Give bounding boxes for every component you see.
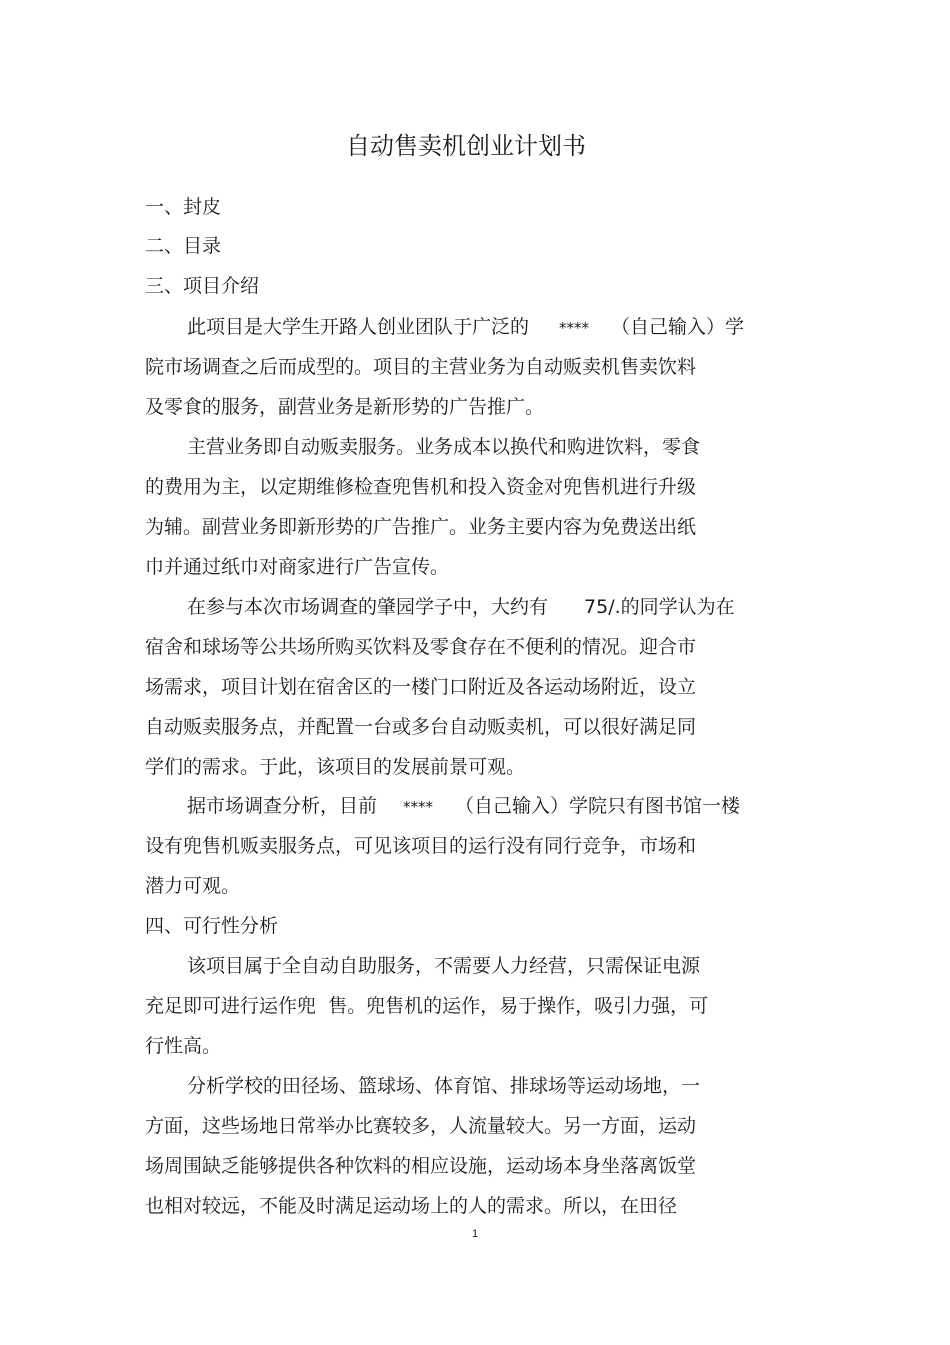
placeholder-mark: ****: [403, 798, 434, 816]
paragraph-line: 场需求，项目计划在宿舍区的一楼门口附近及各运动场附近，设立: [145, 676, 697, 698]
placeholder-mark: ****: [559, 319, 590, 337]
paragraph-line: 宿舍和球场等公共场所购买饮料及零食存在不便利的情况。迎合市: [145, 636, 697, 658]
page-number: 1: [471, 1228, 479, 1240]
paragraph-line: 方面，这些场地日常举办比赛较多，人流量较大。另一方面，运动: [145, 1115, 697, 1137]
paragraph-line: 设有兜售机贩卖服务点，可见该项目的运行没有同行竞争，市场和: [145, 835, 697, 857]
paragraph-line: 的费用为主，以定期维修检查兜售机和投入资金对兜售机进行升级: [145, 476, 697, 498]
heading-toc: 二、目录: [145, 235, 222, 257]
paragraph-line: 行性高。: [145, 1035, 222, 1057]
text-segment: 据市场调查分析，目前: [187, 795, 378, 817]
paragraph-line: 院市场调查之后而成型的。项目的主营业务为自动贩卖机售卖饮料: [145, 356, 697, 378]
text-segment: （自己输入）学院只有图书馆一楼: [455, 795, 741, 817]
paragraph-line: 自动贩卖服务点，并配置一台或多台自动贩卖机，可以很好满足同: [145, 716, 697, 738]
heading-cover: 一、封皮: [145, 196, 222, 218]
heading-project-intro: 三、项目介绍: [145, 275, 260, 297]
paragraph-line: 充足即可进行运作兜 售。兜售机的运作，易于操作，吸引力强，可: [145, 995, 709, 1017]
text-segment: 此项目是大学生开路人创业团队于广泛的: [187, 316, 530, 338]
paragraph-line: 分析学校的田径场、篮球场、体育馆、排球场等运动场地，一: [187, 1075, 701, 1097]
paragraph-line: 巾并通过纸巾对商家进行广告宣传。: [145, 556, 450, 578]
paragraph-line: 及零食的服务，副营业务是新形势的广告推广。: [145, 396, 545, 418]
text-segment: （自己输入）学: [611, 316, 745, 338]
percentage-value: 75/.: [584, 596, 621, 618]
text-segment: 的同学认为在: [620, 596, 735, 618]
paragraph-line: 为辅。副营业务即新形势的广告推广。业务主要内容为免费送出纸: [145, 516, 697, 538]
paragraph-line: 场周围缺乏能够提供各种饮料的相应设施，运动场本身坐落离饭堂: [145, 1155, 697, 1177]
paragraph-line: 潜力可观。: [145, 875, 241, 897]
paragraph-line: 也相对较远，不能及时满足运动场上的人的需求。所以，在田径: [145, 1195, 678, 1217]
heading-feasibility: 四、可行性分析: [145, 915, 279, 937]
paragraph-line: 主营业务即自动贩卖服务。业务成本以换代和购进饮料，零食: [187, 436, 701, 458]
text-segment: 在参与本次市场调查的肇园学子中，大约有: [187, 596, 549, 618]
paragraph-line: [187, 592, 735, 622]
paragraph-line: 学们的需求。于此，该项目的发展前景可观。: [145, 756, 526, 778]
paragraph-line: [187, 791, 740, 822]
document-title: 自动售卖机创业计划书: [346, 132, 586, 160]
paragraph-line: [187, 312, 744, 343]
paragraph-line: 该项目属于全自动自助服务，不需要人力经营，只需保证电源: [187, 955, 701, 977]
